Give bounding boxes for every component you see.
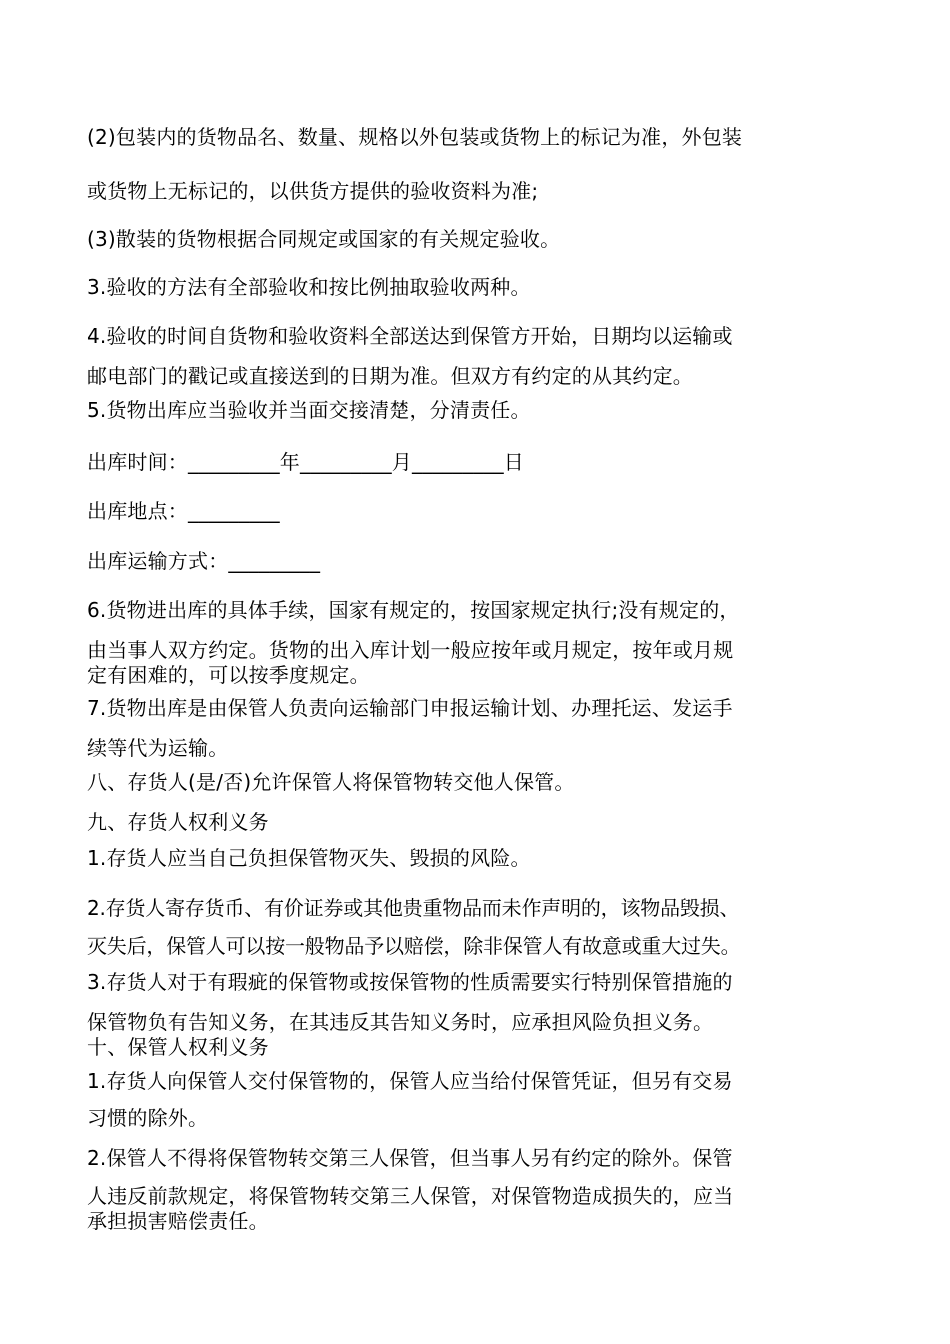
text-line: 2.保管人不得将保管物转交第三人保管，但当事人另有约定的除外。保管 xyxy=(87,1146,733,1170)
outbound-time-line: 出库时间：_________年_________月_________日 xyxy=(87,450,524,474)
text-line: 定有困难的，可以按季度规定。 xyxy=(87,663,370,687)
text-line: 由当事人双方约定。货物的出入库计划一般应按年或月规定，按年或月规 xyxy=(87,638,734,662)
text-line: 3.验收的方法有全部验收和按比例抽取验收两种。 xyxy=(87,275,531,299)
text-line: 灭失后，保管人可以按一般物品予以赔偿，除非保管人有故意或重大过失。 xyxy=(87,934,741,958)
section-heading: 九、存货人权利义务 xyxy=(87,810,269,834)
text-line: 邮电部门的戳记或直接送到的日期为准。但双方有约定的从其约定。 xyxy=(87,364,693,388)
text-line: 2.存货人寄存货币、有价证券或其他贵重物品而未作声明的，该物品毁损、 xyxy=(87,896,740,920)
text-line: 续等代为运输。 xyxy=(87,736,229,760)
text-line: 5.货物出库应当验收并当面交接清楚，分清责任。 xyxy=(87,398,531,422)
outbound-location-line: 出库地点：_________ xyxy=(87,499,280,523)
text-line: 或货物上无标记的，以供货方提供的验收资料为准; xyxy=(87,179,539,203)
text-line: 人违反前款规定，将保管物转交第三人保管，对保管物造成损失的，应当 xyxy=(87,1184,734,1208)
text-line: (3)散装的货物根据合同规定或国家的有关规定验收。 xyxy=(87,227,561,251)
text-line: 承担损害赔偿责任。 xyxy=(87,1209,269,1233)
text-line: 习惯的除外。 xyxy=(87,1106,209,1130)
outbound-transport-line: 出库运输方式：_________ xyxy=(87,549,321,573)
text-line: 1.存货人应当自己负担保管物灭失、毁损的风险。 xyxy=(87,846,531,870)
section-heading: 十、保管人权利义务 xyxy=(87,1035,269,1059)
text-line: 3.存货人对于有瑕疵的保管物或按保管物的性质需要实行特别保管措施的 xyxy=(87,970,733,994)
text-line: 7.货物出库是由保管人负责向运输部门申报运输计划、办理托运、发运手 xyxy=(87,696,733,720)
text-line: 保管物负有告知义务，在其违反其告知义务时，应承担风险负担义务。 xyxy=(87,1010,714,1034)
text-line: 4.验收的时间自货物和验收资料全部送达到保管方开始，日期均以运输或 xyxy=(87,324,733,348)
text-line: (2)包装内的货物品名、数量、规格以外包装或货物上的标记为准，外包装 xyxy=(87,125,743,149)
text-line: 6.货物进出库的具体手续，国家有规定的，按国家规定执行;没有规定的， xyxy=(87,598,740,622)
section-heading: 八、存货人(是/否)允许保管人将保管物转交他人保管。 xyxy=(87,770,575,794)
text-line: 1.存货人向保管人交付保管物的，保管人应当给付保管凭证，但另有交易 xyxy=(87,1069,733,1093)
